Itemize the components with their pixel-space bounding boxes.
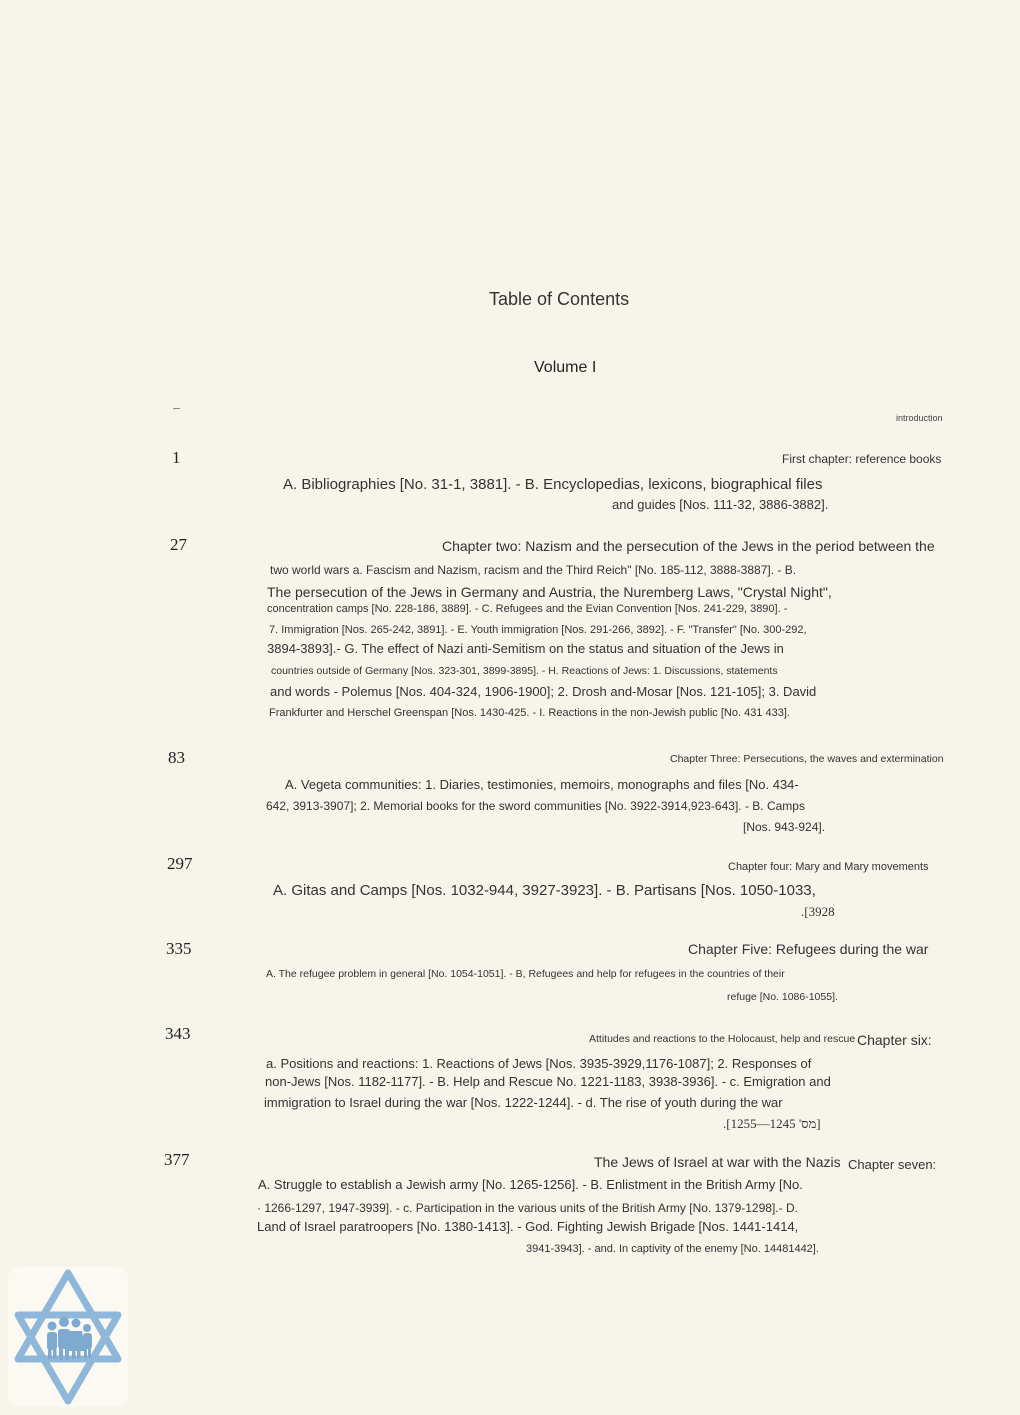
chapter-2-line: 3894-3893].- G. The effect of Nazi anti-Semitism on the status and situation of the Jews in — [267, 641, 784, 656]
chapter-6-heading-label: Chapter six: — [857, 1032, 932, 1048]
chapter-7-line: · 1266-1297, 1947-3939]. - c. Participation in the various units of the British Army [No. 1379-1298].- D. — [257, 1201, 798, 1215]
chapter-7-heading-label: Chapter seven: — [848, 1157, 937, 1172]
dash-mark — [173, 408, 180, 409]
introduction-label: introduction — [896, 413, 943, 423]
chapter-6-line: a. Positions and reactions: 1. Reactions of Jews [Nos. 3935-3929,1176-1087]; 2. Responses of — [266, 1056, 812, 1071]
chapter-3-heading: Chapter Three: Persecutions, the waves and extermination — [670, 753, 944, 765]
chapter-7-line: A. Struggle to establish a Jewish army [No. 1265-1256]. - B. Enlistment in the British Army [No. — [258, 1177, 803, 1192]
chapter-1-line: A. Bibliographies [No. 31-1, 3881]. - B. Encyclopedias, lexicons, biographical files — [283, 476, 823, 493]
chapter-6-line: .[1255—1245 'מס] — [723, 1116, 821, 1131]
chapter-2-line: and words - Polemus [Nos. 404-324, 1906-1900]; 2. Drosh and-Mosar [Nos. 121-105]; 3. David — [270, 684, 817, 699]
family-figures-icon — [47, 1317, 92, 1360]
chapter-5-line: A. The refugee problem in general [No. 1054-1051]. - B, Refugees and help for refugees in the countries of their — [266, 968, 785, 980]
chapter-2-line: Frankfurter and Herschel Greenspan [Nos. 1430-425. - I. Reactions in the non-Jewish public [No. 431 433]. — [269, 707, 790, 719]
chapter-2-page: 27 — [170, 535, 187, 554]
volume-heading: Volume I — [534, 359, 597, 376]
chapter-5-line: refuge [No. 1086-1055]. — [727, 991, 838, 1003]
chapter-6-page: 343 — [165, 1024, 191, 1043]
chapter-2-line: concentration camps [No. 228-186, 3889]. - C. Refugees and the Evian Convention [Nos. 241-229, 3890]. - — [267, 603, 788, 615]
chapter-7-line: 3941-3943]. - and. In captivity of the enemy [No. 14481442]. — [526, 1243, 819, 1255]
chapter-5-heading: Chapter Five: Refugees during the war — [688, 941, 929, 957]
chapter-4-line: .[3928 — [801, 904, 835, 919]
chapter-2-heading: Chapter two: Nazism and the persecution of the Jews in the period between the — [442, 538, 935, 554]
chapter-6-line: immigration to Israel during the war [Nos. 1222-1244]. - d. The rise of youth during the war — [264, 1095, 783, 1110]
page-title: Table of Contents — [489, 289, 630, 309]
chapter-2-line: two world wars a. Fascism and Nazism, racism and the Third Reich" [No. 185-112, 3888-3887]. - B. — [270, 563, 797, 577]
chapter-5-page: 335 — [166, 939, 192, 958]
chapter-1-line: and guides [Nos. 111-32, 3886-3882]. — [612, 497, 829, 512]
chapter-7-page: 377 — [164, 1150, 190, 1169]
chapter-4-heading: Chapter four: Mary and Mary movements — [728, 861, 929, 873]
chapter-6-line: non-Jews [Nos. 1182-1177]. - B. Help and Rescue No. 1221-1183, 3938-3936]. - c. Emigration and — [265, 1074, 831, 1089]
star-of-david-logo — [8, 1267, 128, 1407]
chapter-1-heading: First chapter: reference books — [782, 452, 942, 466]
chapter-6-heading: Attitudes and reactions to the Holocaust, help and rescue — [589, 1033, 856, 1045]
chapter-3-line: [Nos. 943-924]. — [743, 820, 826, 834]
chapter-1-page: 1 — [172, 448, 181, 467]
chapter-2-line: 7. Immigration [Nos. 265-242, 3891]. - E. Youth immigration [Nos. 291-266, 3892]. - F. "Transfer" [No. 300-292, — [269, 624, 807, 636]
chapter-7-line: Land of Israel paratroopers [No. 1380-1413]. - God. Fighting Jewish Brigade [Nos. 1441-1414, — [257, 1219, 799, 1234]
chapter-2-line: countries outside of Germany [Nos. 323-301, 3899-3895]. - H. Reactions of Jews: 1. Discussions, statements — [271, 665, 778, 677]
chapter-3-page: 83 — [168, 748, 185, 767]
chapter-7-heading: The Jews of Israel at war with the Nazis — [594, 1154, 841, 1170]
chapter-4-page: 297 — [167, 854, 193, 873]
star-of-david-icon — [8, 1267, 128, 1407]
chapter-3-line: A. Vegeta communities: 1. Diaries, testimonies, memoirs, monographs and files [No. 434- — [285, 777, 799, 792]
chapter-3-line: 642, 3913-3907]; 2. Memorial books for the sword communities [No. 3922-3914,923-643]. - B. Camps — [266, 799, 805, 813]
chapter-2-line: The persecution of the Jews in Germany and Austria, the Nuremberg Laws, "Crystal Night", — [267, 584, 832, 600]
chapter-4-line: A. Gitas and Camps [Nos. 1032-944, 3927-3923]. - B. Partisans [Nos. 1050-1033, — [273, 882, 816, 899]
